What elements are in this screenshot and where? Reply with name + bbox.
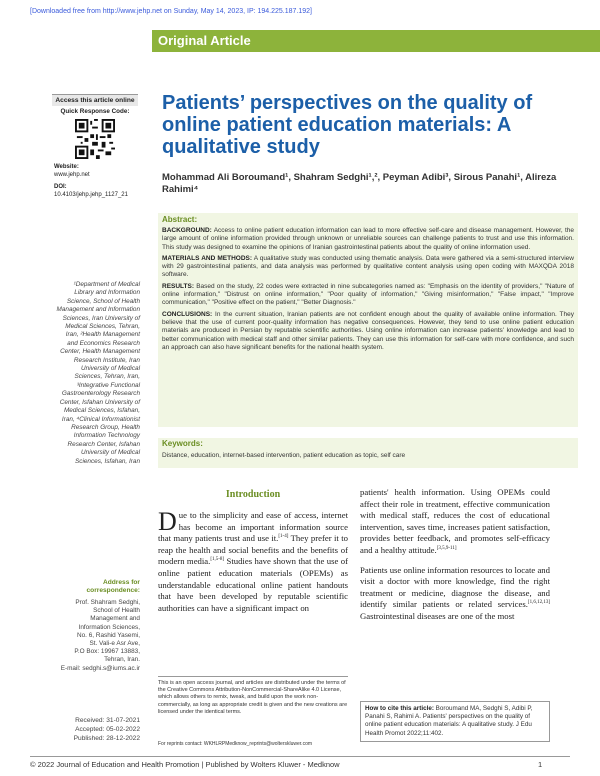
abstract-background [162,227,574,252]
intro-text: They prefer it to reap the health and social benefits and the benefits of modern media. [158,533,348,567]
intro-column-1 [158,507,348,614]
intro-text: Studies have shown that the use of online patient education materials (OPEMs) as understandable educational online patient handouts that have been developed by reputable scientific authorities can have a significant impact on [158,556,348,613]
abstract-body [158,227,578,427]
reprints-contact: For reprints contact: WKHLRPMedknow_reprints@wolterskluwer.com [158,741,313,747]
corr-line: Prof. Shahram Sedghi, [75,599,140,606]
intro-text: patients' health information. Using OPEMs could affect their role in treatment, effective communication with medical staff, reduces the cost of educational intervention, saves time, increases patient satisfaction, provides better feedback, and promotes self-efficacy and a healthy attitude. [360,487,550,555]
corr-line: Information Sciences, [78,623,140,631]
background-label: BACKGROUND: [162,227,212,234]
received-date: Received: 31-07-2021 [75,717,140,724]
access-box [52,94,138,229]
conclusions-label: CONCLUSIONS: [162,310,213,318]
corr-line: No. 6, Rashid Yasemi, [77,631,140,639]
corr-email[interactable]: E-mail: sedghi.s@iums.ac.ir [60,664,140,672]
doi-value[interactable]: 10.4103/jehp.jehp_1127_21 [54,192,128,198]
results-label: RESULTS: [162,282,195,290]
corr-line: P.O Box: 19967 13883, [74,648,140,656]
accepted-date: Accepted: 05-02-2022 [75,726,140,734]
author-list: Mohammad Ali Boroumand¹, Shahram Sedghi¹,², Peyman Adibi³, Sirous Panahi¹, Alireza Rahimi⁴ [162,172,557,195]
methods-text: A qualitative study was conducted using thematic analysis. Data were gathered via a semi-structured interview with 29 gastrointestinal patients, and data analysis was performed by qualitative content analysis using open coding with MAXQDA 2018 software. [162,254,574,279]
citation-ref[interactable]: [3,5,9-11] [436,546,457,552]
abstract-conclusions [162,311,574,352]
correspondence-heading: Address for correspondence: [86,579,140,594]
correspondence-address [56,599,140,673]
qr-code-icon [75,119,115,159]
published-date: Published: 28-12-2022 [73,735,140,743]
results-text: Based on the study, 22 codes were extracted in nine subcategories named as: "Emphasis on the identity of providers," "Nature of online information," "Distrust on online information," "Poor quality of information," "Giving misinformation," "False impact," "Improve communication," "Positive effect on the patient," "Better Diagnosis." [162,282,574,307]
access-title: Access this article online [52,95,138,106]
corr-line: Management and [90,615,140,623]
abstract-methods [162,255,574,280]
intro-text: Gastrointestinal diseases are one of the most [360,610,515,621]
intro-text: Patients use online information resources to locate and visit a doctor with more knowledge, find the right treatment or medicine, diagnose the disease, and identify similar patients or related services. [360,564,550,610]
intro-paragraph [360,565,550,623]
qr-label: Quick Response Code: [60,108,130,115]
abstract-results [162,283,574,308]
article-dates [56,716,140,744]
intro-text: ue to the simplicity and ease of access, internet has become an important information source that many patients trust and use it. [158,510,348,544]
keywords-text: Distance, education, internet-based intervention, patient education as topic, self care [158,450,578,468]
footer-divider [30,756,570,757]
corr-line: Tehran, Iran. [104,656,140,664]
page-number: 1 [538,760,543,769]
drop-cap: D [158,507,177,536]
cite-text: Boroumand MA, Sedghi S, Adibi P, Panahi S, Rahimi A. Patients' perspectives on the quality of online patient education materials: A qualitative study. J Edu Health Promot 2022;11:402. [365,705,533,737]
background-text: Access to online patient education information can lead to more effective self-care and disease management. However, the large amount of online information provided through unknown or unreliable sources can challenge patients to trust and use this information. This study was designed to examine the opinions of Iranian gastrointestinal patients about the quality of online information used. [162,227,574,251]
article-type-banner: Original Article [152,30,600,52]
article-title: Patients’ perspectives on the quality of online patient education materials: A qualitative study [162,92,533,158]
website-label: Website: [54,164,79,170]
cite-label: How to cite this article: [365,705,434,712]
footer-copyright: © 2022 Journal of Education and Health Promotion | Published by Wolters Kluwer - Medknow [30,760,340,769]
conclusions-text: In the current situation, Iranian patients are not confident enough about the quality of available online information. They believe that the use of current poor-quality information has negative consequences. However, they tend to use online patient education materials are produced in Persian by reputable scientific authorities. Using online information can increase patients' knowledge and lead to better communication with medical staff and other similar patients. They can use this information for self-care with more confidence, and such an approach can also have significant benefits for the national health system. [162,310,574,351]
affiliations: ¹Department of Medical Library and Information Science, School of Health Management and Information Sciences, Iran University of Medical Sciences, Tehran, Iran, ²Health Management and Economics Research Center, Health Management Research Institute, Iran University of Medical Sciences, Tehran, Iran, ³Integrative Functional Gastroenterology Research Center, Isfahan University of Medical Sciences, Isfahan, Iran, ⁴Clinical Informationist Research Group, Health Information Technology Research Center, Isfahan University of Medical Sciences, Isfahan, Iran [56,281,140,465]
introduction-heading: Introduction [225,489,281,500]
download-note: [Downloaded free from http://www.jehp.net on Sunday, May 14, 2023, IP: 194.225.187.192] [30,8,312,15]
citation-ref[interactable]: [1,5-8] [210,557,225,563]
cite-box [360,701,550,742]
corr-line: St. Vali-e Asr Ave, [89,640,140,648]
intro-paragraph [360,487,550,557]
corr-line: School of Health [93,607,140,615]
citation-ref[interactable]: [1,6,12,13] [527,600,550,606]
doi-label: DOI: [54,184,67,190]
license-notice: This is an open access journal, and articles are distributed under the terms of the Creative Commons Attribution-NonCommercial-ShareAlike 4.0 License, which allows others to remix, tweak, and build upon the work non-commercially, as long as appropriate credit is given and the new creations are licensed under the identical terms. [158,676,348,716]
citation-ref[interactable]: [1-4] [278,534,289,540]
abstract-heading: Abstract: [158,213,578,227]
keywords-heading: Keywords: [158,438,578,450]
intro-column-2 [360,487,550,631]
website-link[interactable]: www.jehp.net [54,172,90,178]
methods-label: MATERIALS AND METHODS: [162,254,253,262]
